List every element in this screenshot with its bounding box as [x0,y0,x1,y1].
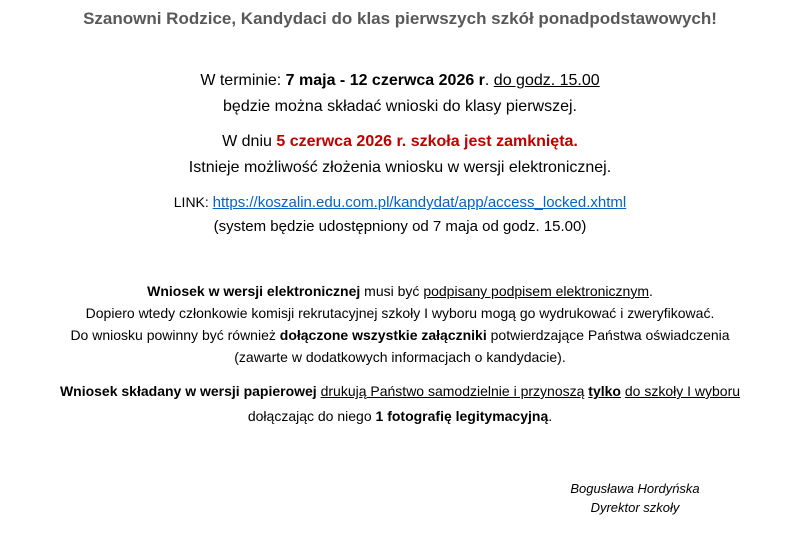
term-description: będzie można składać wnioski do klasy pierwszej. [223,98,577,115]
paper-line-2 [0,408,800,424]
page-title: Szanowni Rodzice, Kandydaci do klas pierwszych szkół ponadpodstawowych! [83,9,717,28]
signature-role: Dyrektor szkoły [590,500,680,515]
electronic-bold: Wniosek w wersji elektronicznej [147,283,361,299]
attachments-start: Do wniosku powinny być również [70,327,280,343]
attachments-bold: dołączone wszystkie załączniki [279,327,487,343]
term-line [0,72,800,90]
link-label: LINK: [173,194,213,210]
closed-notice: 5 czerwca 2026 r. szkoła jest zamknięta. [276,133,578,150]
electronic-option: Istnieje możliwość złożenia wniosku w wersji elektronicznej. [188,159,612,176]
electronic-line-1 [0,283,800,299]
application-link[interactable]: https://koszalin.edu.com.pl/kandydat/app/access_locked.xhtml [212,194,627,211]
paper-underlined-2: do szkoły I wyboru [624,383,741,399]
closed-line [0,133,800,151]
photo-bold: 1 fotografię legitymacyjną [375,408,549,424]
electronic-line-2: Dopiero wtedy członkowie komisji rekrutacyjnej szkoły I wyboru mogą go wydrukować i zweryfikować. [85,305,715,321]
term-dot: . [484,72,494,89]
link-line [0,194,800,211]
paper-tylko: tylko [588,383,621,399]
term-deadline: do godz. 15.00 [493,72,600,89]
electronic-end: . [649,283,653,299]
paper-line-1 [0,383,800,399]
photo-start: dołączając do niego [247,408,376,424]
link-note: (system będzie udostępniony od 7 maja od godz. 15.00) [213,218,587,235]
electronic-line-4: (zawarte w dodatkowych informacjach o kandydacie). [234,349,566,365]
attachments-end: potwierdzające Państwa oświadczenia [486,327,730,343]
term-dates: 7 maja - 12 czerwca 2026 r [285,72,485,89]
closed-prefix: W dniu [222,133,277,150]
signature-name: Bogusława Hordyńska [570,481,700,496]
photo-end: . [548,408,553,424]
electronic-signature-requirement: podpisany podpisem elektronicznym [423,283,649,299]
electronic-line-3 [0,327,800,343]
electronic-mid: musi być [360,283,424,299]
paper-bold: Wniosek składany w wersji papierowej [59,383,317,399]
term-prefix: W terminie: [200,72,286,89]
paper-underlined-1: drukują Państwo samodzielnie i przynoszą [320,383,585,399]
